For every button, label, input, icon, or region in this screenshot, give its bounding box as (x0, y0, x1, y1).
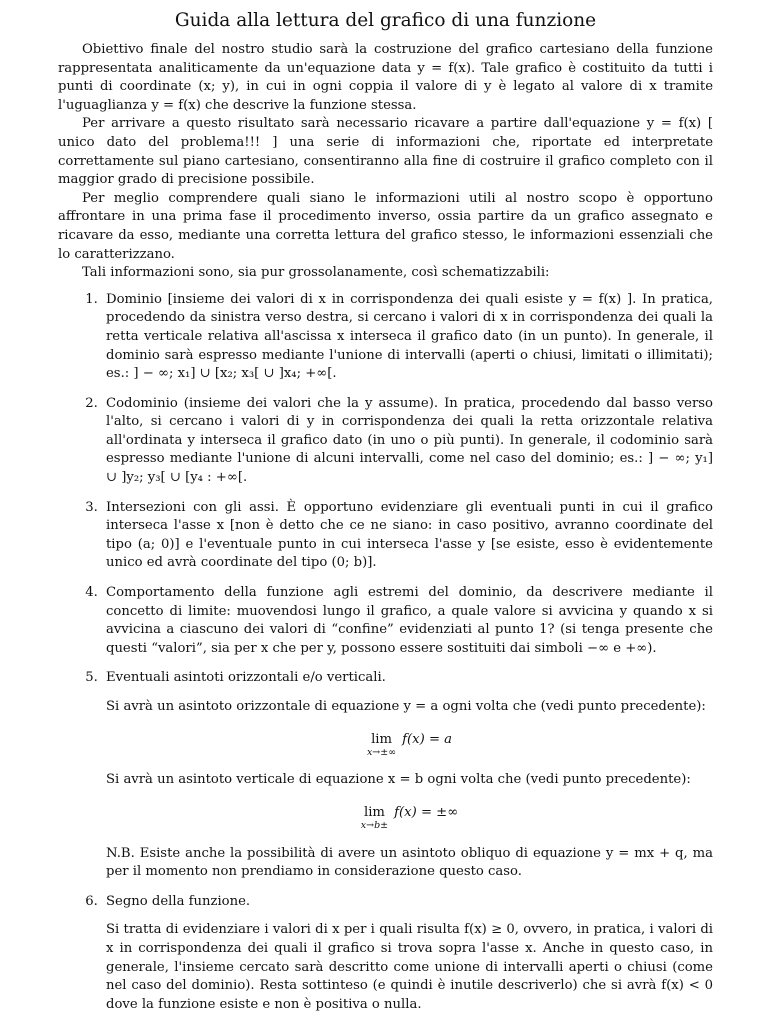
lim-subscript: x→±∞ (366, 746, 397, 758)
item-text: Codominio (insieme dei valori che la y assume). In pratica, procedendo dal basso verso l'alto, si cercano i valori di y in corrispondenza dei quali la retta orizzontale relativa all'ordinata y interseca il grafico dato (in uno o più punti). In generale, il codominio sarà espresso mediante l'unione di alcuni intervalli, come nel caso del dominio; es.: ] − ∞; y₁] ∪ ]y₂; y₃[ ∪ [y₄ : +∞[. (106, 395, 713, 486)
item-text: Intersezioni con gli assi. È opportuno evidenziare gli eventuali punti in cui il grafico interseca l'asse x [non è detto che ce ne siano: in caso positivo, avranno coordinate del tipo (a; 0)] e l'eventuale punto in cui interseca l'asse y [se esiste, esso è evidentemente unico ed avrà coordinate del tipo (0; b)]. (106, 499, 713, 571)
lim-subscript: x→b± (360, 820, 389, 832)
item-text: Comportamento della funzione agli estremi del dominio, da descrivere mediante il concetto di limite: muovendosi lungo il grafico, a quale valore si avvicina y quando x si avvicina a ciascuno dei valori di “confine” evidenziati al punto 1? (si tenga presente che questi “valori”, sia per x che per y, possono essere sostituiti dai simboli −∞ e +∞). (106, 585, 713, 656)
paragraph-method: Per arrivare a questo risultato sarà necessario ricavare a partire dall'equazione y = f(x) [ unico dato del problema!!! ] una serie di informazioni che, riportate ed interpretate correttamente sul piano cartesiano, consentiranno alla fine di costruire il grafico completo con il maggior grado di precisione possibile. (58, 116, 713, 188)
lim-expression: f(x) = a (402, 731, 453, 747)
list-item-asintoti (102, 669, 713, 881)
lim-word: lim (371, 731, 393, 747)
item-text: Eventuali asintoti orizzontali e/o verticali. (106, 670, 386, 686)
item-text: Dominio [insieme dei valori di x in corrispondenza dei quali esiste y = f(x) ]. In pratica, procedendo da sinistra verso destra, si cercano i valori di x in corrispondenza dei quali la retta verticale relativa all'ascissa x interseca il grafico dato (in un punto). In generale, il dominio sarà espresso mediante l'unione di intervalli (aperti o chiusi, limitati o illimitati); es.: ] − ∞; x₁] ∪ [x₂; x₃[ ∪ ]x₄; +∞[. (106, 291, 713, 382)
list-item-dominio (102, 291, 713, 384)
lim-expression: f(x) = ±∞ (394, 804, 459, 820)
lim-word: lim (363, 804, 385, 820)
list-item-intersezioni (102, 499, 713, 573)
list-item-segno (102, 893, 713, 1015)
document-page (58, 10, 713, 1025)
sign-detail-text: Si tratta di evidenziare i valori di x per i quali risulta f(x) ≥ 0, ovvero, in pratica, i valori di x in corrispondenza dei quali il grafico si trova sopra l'asse x. Anche in questo caso, in generale, l'insieme cercato sarà descritto come unione di intervalli aperti o chiusi (come nel caso del dominio). Resta sottinteso (e quindi è inutile descriverlo) che si avrà f(x) < 0 dove la funzione esiste e non è positiva o nulla. (106, 922, 713, 1012)
formula-limit-horizontal (106, 733, 713, 758)
paragraph-intro: Obiettivo finale del nostro studio sarà la costruzione del grafico cartesiano della funzione rappresentata analiticamente da un'equazione data y = f(x). Tale grafico è costituito da tutti i punti di coordinate (x; y), in cui in ogni coppia il valore di y è legato al valore di x tramite l'uguaglianza y = f(x) che descrive la funzione stessa. (58, 42, 713, 113)
list-item-codominio (102, 395, 713, 488)
paragraph-inverse: Per meglio comprendere quali siano le informazioni utili al nostro scopo è opportuno affrontare in una prima fase il procedimento inverso, ossia partire da un grafico assegnato e ricavare da esso, mediante una corretta lettura del grafico stesso, le informazioni essenziali che lo caratterizzano. (58, 190, 713, 262)
paragraph-list-intro: Tali informazioni sono, sia pur grossolanamente, così schematizzabili: (82, 265, 550, 281)
formula-limit-vertical (106, 806, 713, 831)
nb-note: N.B. Esiste anche la possibilità di avere un asintoto obliquo di equazione y = mx + q, ma per il momento non prendiamo in considerazione questo caso. (106, 845, 713, 880)
lim-operator (361, 806, 388, 831)
lim-operator (367, 733, 396, 758)
item-text: Segno della funzione. (106, 893, 251, 909)
info-list (58, 291, 713, 1015)
vertical-asymptote-text: Si avrà un asintoto verticale di equazione x = b ogni volta che (vedi punto precedente): (106, 772, 691, 788)
page-title: Guida alla lettura del grafico di una funzione (174, 10, 597, 31)
list-item-limiti (102, 584, 713, 658)
horizontal-asymptote-text: Si avrà un asintoto orizzontale di equazione y = a ogni volta che (vedi punto precedente): (106, 699, 706, 714)
